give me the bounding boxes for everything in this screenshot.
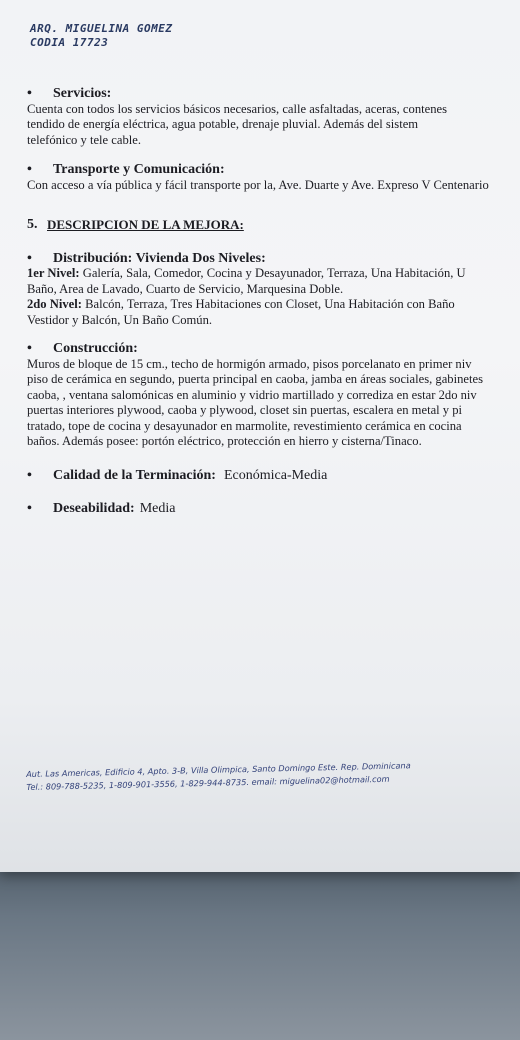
construccion-title: Construcción: — [53, 341, 138, 356]
bullet-icon: • — [27, 162, 32, 177]
servicios-heading — [27, 86, 520, 102]
bullet-icon: • — [27, 86, 32, 101]
architect-name: ARQ. MIGUELINA GOMEZ — [30, 22, 173, 35]
section-number: 5. — [27, 217, 38, 232]
nivel1-label: 1er Nivel: — [27, 266, 80, 280]
deseabilidad-row — [27, 501, 520, 517]
nivel2-label: 2do Nivel: — [27, 297, 82, 311]
nivel2-line: Vestidor y Balcón, Un Baño Común. — [27, 312, 213, 327]
transporte-title: Transporte y Comunicación: — [53, 162, 225, 177]
distribucion-title: Distribución: Vivienda Dos Niveles: — [53, 250, 266, 266]
nivel1-text: Galería, Sala, Comedor, Cocina y Desayunador, Terraza, Una Habitación, U — [82, 266, 466, 280]
footer — [26, 759, 411, 794]
construccion-heading — [27, 341, 520, 357]
calidad-row — [27, 468, 520, 484]
letterhead — [30, 22, 172, 50]
servicios-line: Cuenta con todos los servicios básicos necesarios, calle asfaltadas, aceras, contenes — [27, 101, 447, 116]
construccion-line: caoba, , ventana salomónicas en aluminio y vidrio martillado y corrediza en estar 2do niv — [27, 387, 477, 402]
document-body — [27, 86, 520, 517]
nivel1-line: Baño, Area de Lavado, Cuarto de Servicio, Marquesina Doble. — [27, 281, 344, 296]
nivel1-line — [27, 266, 520, 282]
codia-number: CODIA 17723 — [30, 36, 109, 49]
deseabilidad-value: Media — [139, 501, 176, 516]
bullet-icon: • — [27, 467, 32, 483]
nivel2-line — [27, 297, 520, 313]
nivel2-text: Balcón, Terraza, Tres Habitaciones con Closet, Una Habitación con Baño — [85, 297, 455, 311]
construccion-line: baños. Además posee: portón eléctrico, protección en hierro y cisterna/Tinaco. — [27, 434, 422, 448]
calidad-value: Económica-Media — [223, 467, 328, 483]
construccion-line: Muros de bloque de 15 cm., techo de hormigón armado, pisos porcelanato en primer niv — [27, 356, 472, 371]
footer-address: Aut. Las Americas, Edificio 4, Apto. 3-B, Villa Olimpica, Santo Domingo Este. Rep. Dominicana — [26, 760, 411, 779]
servicios-line: telefónico y tele cable. — [27, 132, 141, 147]
transporte-heading — [27, 162, 520, 178]
bullet-icon: • — [27, 501, 32, 516]
servicios-title: Servicios: — [53, 86, 112, 101]
construccion-line: puertas interiores plywood, caoba y plywood, closet sin puertas, escalera en metal y pi — [27, 403, 463, 417]
section-title: DESCRIPCION DE LA MEJORA: — [47, 217, 244, 232]
bullet-icon: • — [27, 250, 32, 266]
section-5-heading — [27, 217, 520, 233]
footer-contact: Tel.: 809-788-5235, 1-809-901-3556, 1-829-944-8735. email: miguelina02@hotmail.com — [26, 773, 390, 792]
background-surface — [0, 850, 520, 1040]
distribucion-heading — [27, 251, 520, 267]
servicios-line: tendido de energía eléctrica, agua potable, drenaje pluvial. Además del sistem — [27, 117, 419, 131]
construccion-line: tratado, tope de cocina y desayunador en marmolite, revestimiento cerámica en cocina — [27, 418, 462, 433]
deseabilidad-label: Deseabilidad: — [53, 501, 135, 516]
calidad-label: Calidad de la Terminación: — [53, 467, 216, 483]
bullet-icon: • — [27, 341, 32, 356]
transporte-line: Con acceso a vía pública y fácil transporte por la, Ave. Duarte y Ave. Expreso V Centenario — [27, 177, 489, 192]
construccion-line: piso de cerámica en segundo, puerta principal en caoba, jamba en áreas sociales, gabinetes — [27, 372, 483, 386]
